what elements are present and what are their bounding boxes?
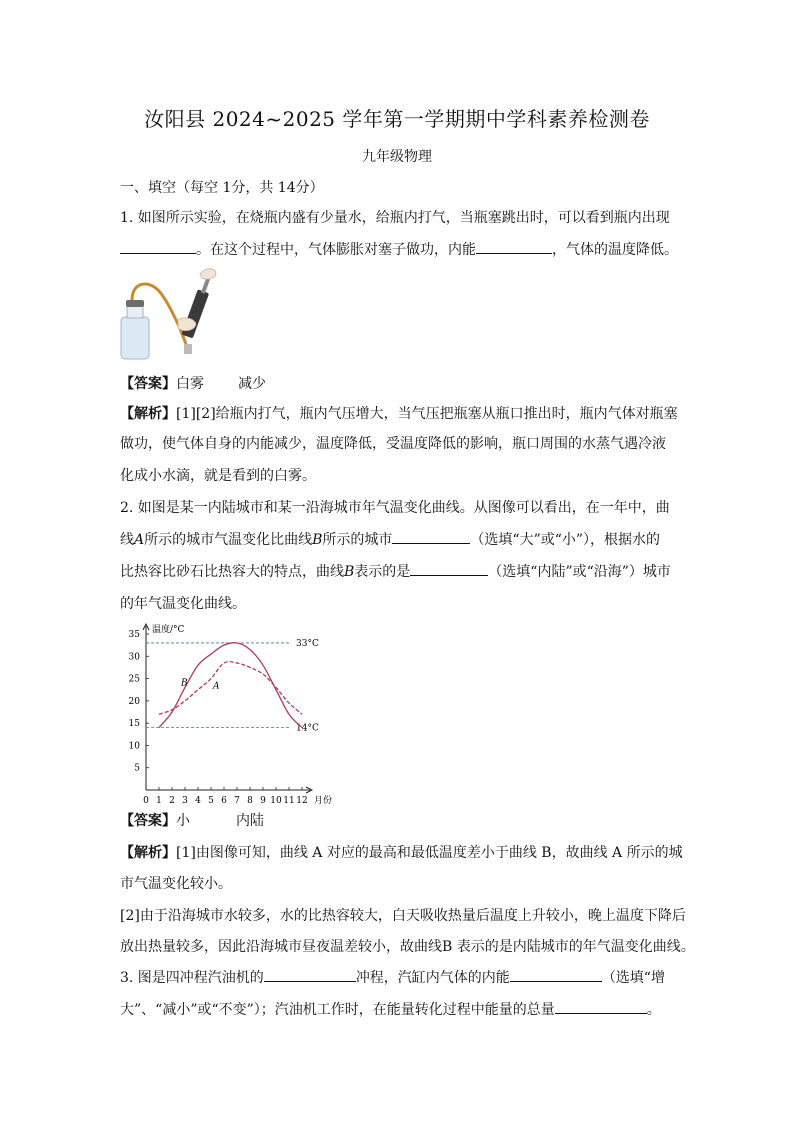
q3-text-1a: 3. 图是四冲程汽油机的 [120,970,264,986]
q3-text-1c: （选填“增 [601,970,665,986]
q1-answer-2: 减少 [238,376,266,392]
x-tick-label: 7 [234,796,240,806]
answer-blank[interactable] [120,239,196,254]
y-tick-label: 20 [128,696,140,707]
q2-text-2b: 所示的城市气温变化比曲线 [144,532,313,548]
q2-line-3 [120,561,671,581]
q2-analysis-1 [120,842,683,862]
q3-line-1 [120,967,665,987]
y-tick-label: 15 [128,719,140,730]
q2-line-1: 2. 如图是某一内陆城市和某一沿海城市年气温变化曲线。从图像可以看出，在一年中，曲 [120,500,670,516]
y-tick-label: 5 [134,763,140,774]
temperature-chart [118,618,338,808]
pump-flask-figure [118,262,218,362]
curve-label-a: A [213,681,220,692]
curve-a-label: A [134,532,145,548]
answer-blank[interactable] [510,967,602,982]
q2-text-3b: 表示的是 [354,564,411,580]
y-tick-label: 25 [128,674,140,685]
q1-analysis-2: 做功，使气体自身的内能减少，温度降低，受温度降低的影响，瓶口周围的水蒸气遇冷液 [120,436,666,452]
answer-blank[interactable] [410,561,488,576]
analysis-tag: 【解析】 [120,845,176,861]
analysis-tag: 【解析】 [120,406,176,422]
x-tick-label: 3 [182,796,188,806]
x-tick-label: 4 [195,796,201,806]
q1-line-2 [120,239,678,259]
x-tick-label: 8 [247,796,253,806]
q3-line-2 [120,999,661,1019]
q2-text-3c: （选填“内陆”或“沿海”）城市 [488,564,671,580]
y-tick-label: 30 [128,652,140,663]
q1-answer [120,373,266,393]
x-tick-label: 10 [270,796,282,806]
page-subtitle: 九年级物理 [362,149,432,165]
y-axis-label: 温度/°C [152,625,185,635]
q2-text-3a: 比热容比砂石比热容大的特点，曲线 [120,564,344,580]
answer-tag: 【答案】 [120,376,176,392]
reference-line-label: 14°C [296,723,319,734]
x-tick-label: 1 [156,796,162,806]
answer-blank[interactable] [392,529,470,544]
answer-tag: 【答案】 [120,813,176,829]
curve-label-b: B [181,678,188,689]
x-axis-label: 月份 [314,796,333,806]
q1-text-2a: 。在这个过程中，气体膨胀对塞子做功，内能 [196,242,476,258]
q2-answer-1: 小 [176,813,190,829]
x-tick-label: 2 [169,796,175,806]
q2-analysis-3: [2]由于沿海城市水较多，水的比热容较大，白天吸收热量后温度上升较小，晚上温度下降后 [120,908,686,924]
q1-answer-1: 白雾 [176,376,204,392]
x-tick-label: 0 [143,796,149,806]
x-tick-label: 9 [260,796,266,806]
q2-analysis-2: 市气温变化较小。 [120,876,232,892]
q1-line-1: 1. 如图所示实验，在烧瓶内盛有少量水，给瓶内打气，当瓶塞跳出时，可以看到瓶内出现 [120,210,670,226]
page-title: 汝阳县 2024~2025 学年第一学期期中学科素养检测卷 [144,107,650,131]
x-tick-label: 6 [221,796,227,806]
answer-blank[interactable] [264,967,356,982]
x-tick-label: 12 [296,796,308,806]
q1-analysis-1 [120,403,678,423]
section-heading: 一、填空（每空 1分，共 14分） [120,180,324,196]
curve-b-label: B [312,532,323,548]
curve-b-label: B [344,564,355,580]
x-tick-label: 5 [208,796,214,806]
q3-text-2b: 。 [646,1002,661,1018]
y-tick-label: 35 [128,630,140,640]
q3-text-1b: 冲程，汽缸内气体的内能 [355,970,510,986]
q1-text-2b: ，气体的温度降低。 [552,242,678,258]
q2-text-2c: 所示的城市 [322,532,393,548]
q2-analysis-text-1: [1]由图像可知，曲线 A 对应的最高和最低温度差小于曲线 B，故曲线 A 所示的城 [176,845,683,861]
answer-blank[interactable] [476,239,552,254]
answer-blank[interactable] [555,999,647,1014]
q2-line-4: 的年气温变化曲线。 [120,596,246,612]
q2-analysis-4: 放出热量较多，因此沿海城市昼夜温差较小，故曲线B 表示的是内陆城市的年气温变化曲线。 [120,939,695,955]
q3-text-2a: 大”、“减小”或“不变”）；汽油机工作时，在能量转化过程中能量的总量 [120,1002,555,1018]
q1-analysis-3: 化成小水滴，就是看到的白雾。 [120,468,316,484]
q2-answer-2: 内陆 [236,813,264,829]
y-tick-label: 10 [128,741,140,752]
q2-text-2d: （选填“大”或“小”），根据水的 [470,532,661,548]
q2-line-2 [120,529,660,549]
q2-answer [120,810,264,830]
reference-line-label: 33°C [296,638,319,649]
x-tick-label: 11 [283,796,295,806]
q1-analysis-text-1: [1][2]给瓶内打气，瓶内气压增大，当气压把瓶塞从瓶口推出时，瓶内气体对瓶塞 [176,406,678,422]
q2-text-2a: 线 [120,532,134,548]
